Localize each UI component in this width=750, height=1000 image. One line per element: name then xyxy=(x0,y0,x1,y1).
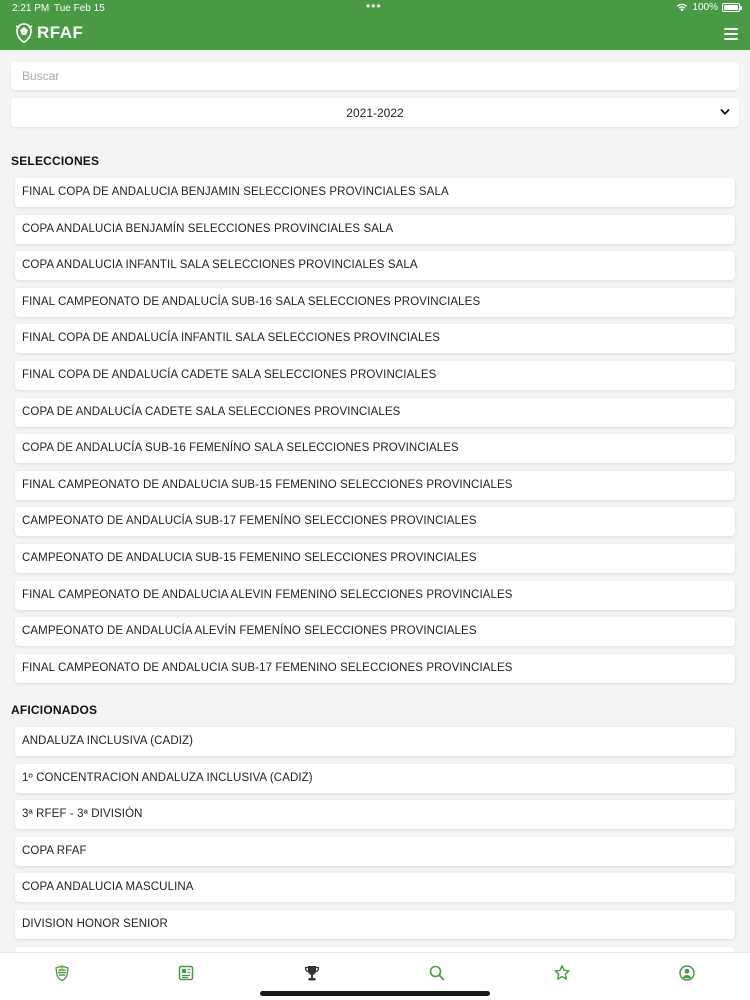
search-icon xyxy=(428,964,446,982)
battery-fill xyxy=(724,5,738,10)
season-selected-value: 2021-2022 xyxy=(346,106,404,120)
competition-item[interactable]: COPA ANDALUCIA INFANTIL SALA SELECCIONES PROVINCIALES SALA xyxy=(15,251,735,280)
competition-item[interactable]: COPA ANDALUCIA BENJAMÍN SELECCIONES PROVINCIALES SALA xyxy=(15,215,735,244)
competition-item[interactable]: ANDALUZA INCLUSIVA (CADIZ) xyxy=(15,727,735,756)
chevron-down-icon xyxy=(720,107,730,117)
main-content[interactable] xyxy=(0,50,750,952)
hamburger-menu-icon[interactable] xyxy=(724,28,738,40)
rfaf-logo-mark-icon xyxy=(14,22,34,44)
bottom-tab-bar xyxy=(0,952,750,1000)
app-header xyxy=(0,0,750,50)
competition-item[interactable]: CAMPEONATO DE ANDALUCÍA SUB-17 FEMENÍNO SELECCIONES PROVINCIALES xyxy=(15,507,735,536)
status-right xyxy=(676,2,740,13)
battery-percent: 100% xyxy=(692,2,718,13)
competition-item[interactable]: COPA ANDALUCIA MASCULINA xyxy=(15,873,735,902)
competition-item[interactable]: FINAL CAMPEONATO DE ANDALUCIA ALEVIN FEMENINO SELECCIONES PROVINCIALES xyxy=(15,581,735,610)
news-icon xyxy=(177,964,195,982)
battery-icon xyxy=(722,3,740,12)
tab-news[interactable] xyxy=(176,963,196,983)
tab-search[interactable] xyxy=(427,963,447,983)
competition-item[interactable]: 1º CONCENTRACION ANDALUZA INCLUSIVA (CADIZ) xyxy=(15,764,735,793)
competition-item[interactable]: FINAL COPA DE ANDALUCÍA CADETE SALA SELECCIONES PROVINCIALES xyxy=(15,361,735,390)
competition-item[interactable]: FINAL CAMPEONATO DE ANDALUCIA SUB-15 FEMENINO SELECCIONES PROVINCIALES xyxy=(15,471,735,500)
season-select[interactable] xyxy=(11,98,739,127)
club-crest-icon xyxy=(53,964,71,982)
user-circle-icon xyxy=(678,964,696,982)
home-indicator[interactable] xyxy=(260,991,490,996)
tab-club[interactable] xyxy=(52,963,72,983)
competition-list-aficionados xyxy=(15,727,735,952)
competition-item[interactable]: COPA DE ANDALUCÍA CADETE SALA SELECCIONES PROVINCIALES xyxy=(15,398,735,427)
section-title-selecciones: SELECCIONES xyxy=(11,154,100,168)
competition-item[interactable]: CAMPEONATO DE ANDALUCÍA ALEVÍN FEMENÍNO SELECCIONES PROVINCIALES xyxy=(15,617,735,646)
tab-profile[interactable] xyxy=(677,963,697,983)
status-date: Tue Feb 15 xyxy=(54,3,105,14)
competition-item[interactable]: COPA DE ANDALUCÍA SUB-16 FEMENÍNO SALA SELECCIONES PROVINCIALES xyxy=(15,434,735,463)
tab-competitions[interactable] xyxy=(302,963,322,983)
competition-item[interactable]: FINAL CAMPEONATO DE ANDALUCÍA SUB-16 SALA SELECCIONES PROVINCIALES xyxy=(15,288,735,317)
star-icon xyxy=(553,964,571,982)
tab-favorites[interactable] xyxy=(552,963,572,983)
competition-item[interactable]: FINAL CAMPEONATO DE ANDALUCIA SUB-17 FEMENINO SELECCIONES PROVINCIALES xyxy=(15,654,735,683)
competition-item[interactable]: DIVISION HONOR SENIOR xyxy=(15,910,735,939)
status-bar xyxy=(0,0,750,17)
competition-item[interactable]: FINAL COPA DE ANDALUCÍA INFANTIL SALA SELECCIONES PROVINCIALES xyxy=(15,324,735,353)
competition-item[interactable]: COPA RFAF xyxy=(15,837,735,866)
multitasking-dots[interactable]: ••• xyxy=(366,0,382,13)
wifi-icon xyxy=(676,3,688,12)
section-title-aficionados: AFICIONADOS xyxy=(11,703,98,717)
competition-item[interactable]: CAMPEONATO DE ANDALUCIA SUB-15 FEMENINO SELECCIONES PROVINCIALES xyxy=(15,544,735,573)
competition-item[interactable]: 3ª RFEF - 3ª DIVISIÓN xyxy=(15,800,735,829)
status-time: 2:21 PM xyxy=(12,3,50,14)
search-input[interactable] xyxy=(11,62,739,90)
competition-item[interactable]: FINAL COPA DE ANDALUCIA BENJAMIN SELECCIONES PROVINCIALES SALA xyxy=(15,178,735,207)
trophy-icon xyxy=(303,964,321,982)
rfaf-logo[interactable] xyxy=(14,22,83,44)
brand-name: RFAF xyxy=(37,23,84,42)
competition-list-selecciones xyxy=(15,178,735,690)
